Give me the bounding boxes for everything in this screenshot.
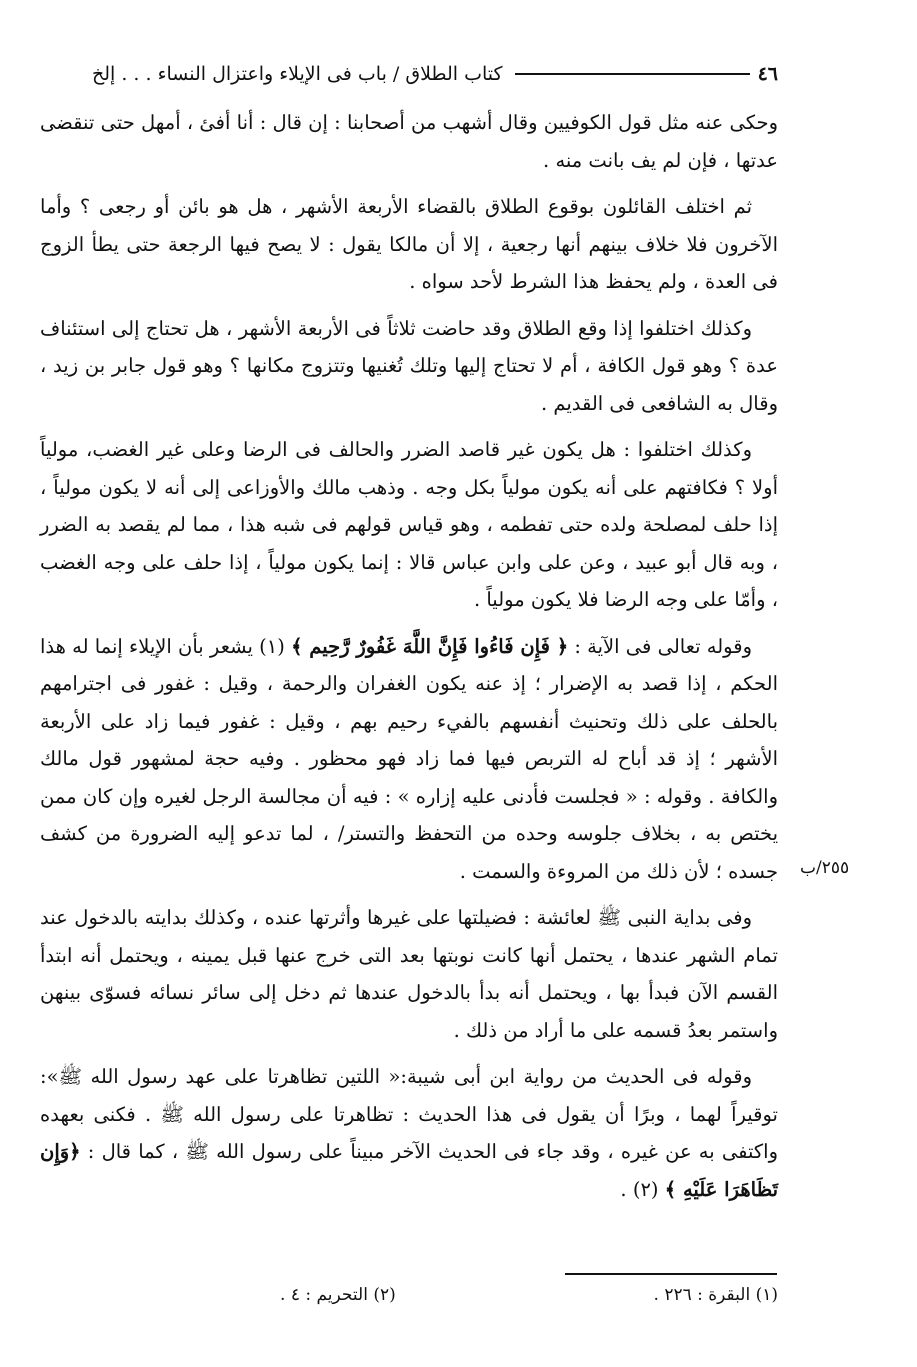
quran-verse: ﴿ فَإِن فَاءُوا فَإِنَّ اللَّهَ غَفُورٌ رَّحِيم ﴾ — [291, 634, 569, 658]
paragraph-end: . — [620, 1177, 627, 1201]
page-header — [50, 58, 778, 90]
main-text — [40, 104, 778, 1217]
verse-commentary: يشعر بأن الإيلاء إنما له هذا الحكم ، إذا قصد به الإضرار ؛ إذ عنه يكون الغفران والرحمة ، وقيل : غفور فى اجترامهم بالحلف على ذلك وتحنيث أنفسهم بالفيء رحيم بهم ، وقيل : غفور فيما زاد على الأربعة الأشهر ؛ إذ قد أباح له التربص فيها فما زاد فهو محظور . وفيه حجة لمشهور قول مالك والكافة . وقوله : « فجلست فأدنى عليه إزاره » : فيه أن مجالسة الرجل لغيره وإن كان ممن يختص به ، بخلاف جلوسه وحده من التحفظ والتستر/ ، لما تدعو إليه الضرورة من كشف جسده ؛ لأن ذلك من المروءة والسمت . — [40, 634, 778, 883]
manuscript-folio-note: ٢٥٥/ب — [800, 858, 850, 878]
paragraph-5 — [40, 628, 778, 891]
paragraph-2: ثم اختلف القائلون بوقوع الطلاق بالقضاء الأربعة الأشهر ، هل هو بائن أو رجعى ؟ وأما الآخرون فلا خلاف بينهم أنها رجعية ، إلا أن مالكا يقول : لا يصح فيها الرجعة حتى يطأ الزوج فى العدة ، ولم يحفظ هذا الشرط لأحد سواه . — [40, 195, 778, 293]
header-rule — [515, 73, 750, 75]
quran-verse-2: ﴿وَإِن تَظَاهَرَا عَلَيْهِ ﴾ — [40, 1140, 778, 1201]
footnote-marker-1: (١) — [259, 634, 285, 658]
verse-intro: وقوله تعالى فى الآية : — [574, 634, 752, 658]
footnote-marker-2: (٢) — [632, 1177, 659, 1201]
paragraph-1: وحكى عنه مثل قول الكوفيين وقال أشهب من أصحابنا : إن قال : أنا أفئ ، أمهل حتى تنقضى عدتها ، فإن لم يف بانت منه . — [40, 111, 778, 172]
hadith-text: وقوله فى الحديث من رواية ابن أبى شيبة:« اللتين تظاهرتا على عهد رسول الله ﷺ»: توقيراً لهما ، وبرًا أن يقول فى هذا الحديث : تظاهرتا على رسول الله ﷺ . فكنى بعهده واكتفى به عن غيره ، وقد جاء فى الحديث الآخر مبيناً على رسول الله ﷺ ، كما قال : — [40, 1065, 778, 1163]
page-number: ٤٦ — [757, 63, 778, 85]
paragraph-4: وكذلك اختلفوا : هل يكون غير قاصد الضرر والحالف فى الرضا وعلى غير الغضب، مولياً أولا ؟ فكافتهم على أنه يكون مولياً بكل وجه . وذهب مالك والأوزاعى إلى أنه لا يكون مولياً ، إذا حلف لمصلحة ولده حتى تفطمه ، وهو قياس قولهم فى شبه هذا ، مما لم يقصد به الضرر ، وبه قال أبو عبيد ، وعن على وابن عباس قالا : إنما يكون مولياً ، إذا حلف على وجه الغضب ، وأمّا على وجه الرضا فلا يكون مولياً . — [40, 438, 778, 611]
footnote-rule — [565, 1273, 777, 1275]
paragraph-7 — [40, 1058, 778, 1208]
footnote-1: (١) البقرة : ٢٢٦ . — [653, 1285, 778, 1305]
footnotes — [280, 1285, 778, 1305]
paragraph-6: وفى بداية النبى ﷺ لعائشة : فضيلتها على غيرها وأثرتها عنده ، وكذلك بدايته بالدخول عند تمام الشهر عندها ، يحتمل أنها كانت نوبتها بعد التى خرج عنها قبل يمينه ، ويحتمل أنه ابتدأ القسم الآن فبدأ بها ، ويحتمل أنه بدأ بالدخول عندها ثم دخل إلى سائر نسائه فسوّى بينهن واستمر بعدُ قسمه على ما أراد من ذلك . — [40, 906, 778, 1042]
running-title: كتاب الطلاق / باب فى الإيلاء واعتزال النساء . . . إلخ — [91, 63, 503, 85]
footnote-2: (٢) التحريم : ٤ . — [280, 1285, 396, 1305]
paragraph-3: وكذلك اختلفوا إذا وقع الطلاق وقد حاضت ثلاثاً فى الأربعة الأشهر ، هل تحتاج إلى استئناف عدة ؟ وهو قول الكافة ، أم لا تحتاج إليها وتلك تُغنيها وتتزوج مكانها ؟ وهو قول جابر بن زيد ، وقال به الشافعى فى القديم . — [40, 316, 778, 415]
